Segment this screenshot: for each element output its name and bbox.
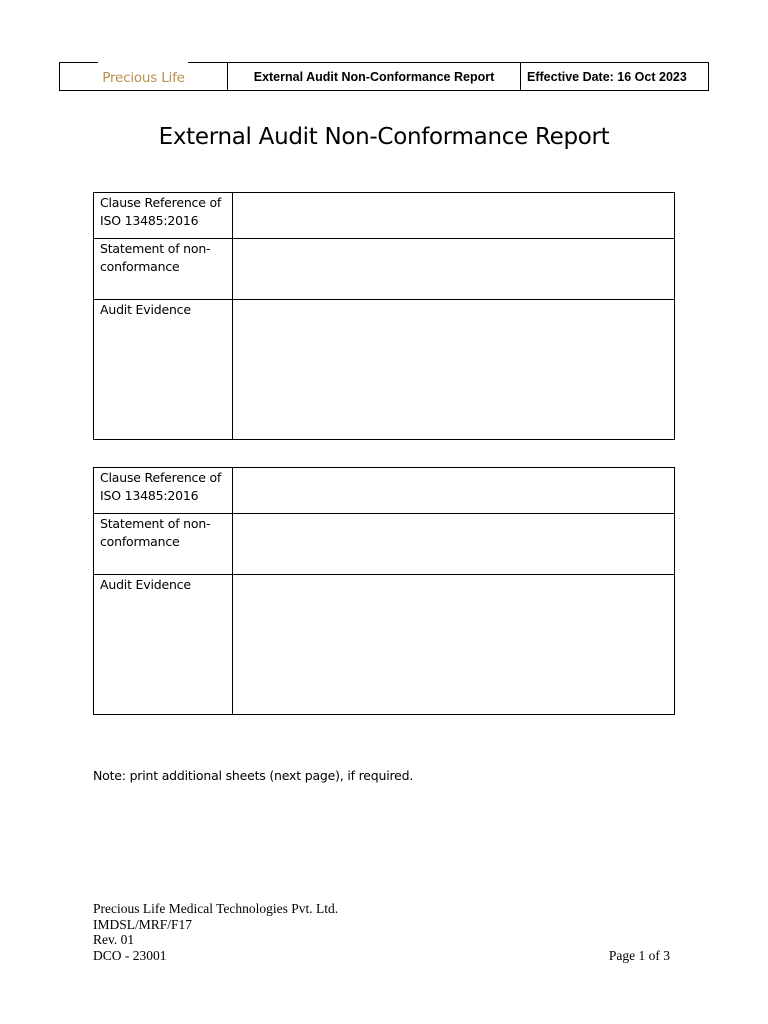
nc-table-2 <box>93 467 675 715</box>
page-title: External Audit Non-Conformance Report <box>158 124 610 150</box>
table-row-statement <box>94 239 675 300</box>
statement-label: Statement of non-conformance <box>94 514 233 575</box>
evidence-value[interactable] <box>233 300 675 440</box>
footer-revision: Rev. 01 <box>93 932 135 947</box>
statement-label: Statement of non-conformance <box>94 239 233 300</box>
logo-border-gap <box>98 61 188 65</box>
header-title: External Audit Non-Conformance Report <box>228 63 521 90</box>
table-row-evidence <box>94 575 675 715</box>
table-row-evidence <box>94 300 675 440</box>
evidence-value[interactable] <box>233 575 675 715</box>
clause-value[interactable] <box>233 193 675 239</box>
table-row-clause <box>94 468 675 514</box>
table-row-clause <box>94 193 675 239</box>
footer-dco: DCO - 23001 <box>93 947 167 963</box>
evidence-label: Audit Evidence <box>94 300 233 440</box>
statement-value[interactable] <box>233 239 675 300</box>
clause-value[interactable] <box>233 468 675 514</box>
clause-label: Clause Reference of ISO 13485:2016 <box>94 193 233 239</box>
note-text: Note: print additional sheets (next page), if required. <box>93 768 414 783</box>
logo-cell <box>60 63 228 90</box>
document-footer <box>93 901 670 963</box>
document-header <box>59 62 709 91</box>
table-row-statement <box>94 514 675 575</box>
footer-doc-code: IMDSL/MRF/F17 <box>93 916 193 932</box>
evidence-label: Audit Evidence <box>94 575 233 715</box>
company-logo: Precious Life <box>102 69 185 86</box>
effective-date: Effective Date: 16 Oct 2023 <box>527 69 687 84</box>
page-number: Page 1 of 3 <box>608 947 670 963</box>
statement-value[interactable] <box>233 514 675 575</box>
footer-company: Precious Life Medical Technologies Pvt. Ltd. <box>93 901 339 916</box>
nc-table-1 <box>93 192 675 440</box>
clause-label: Clause Reference of ISO 13485:2016 <box>94 468 233 514</box>
